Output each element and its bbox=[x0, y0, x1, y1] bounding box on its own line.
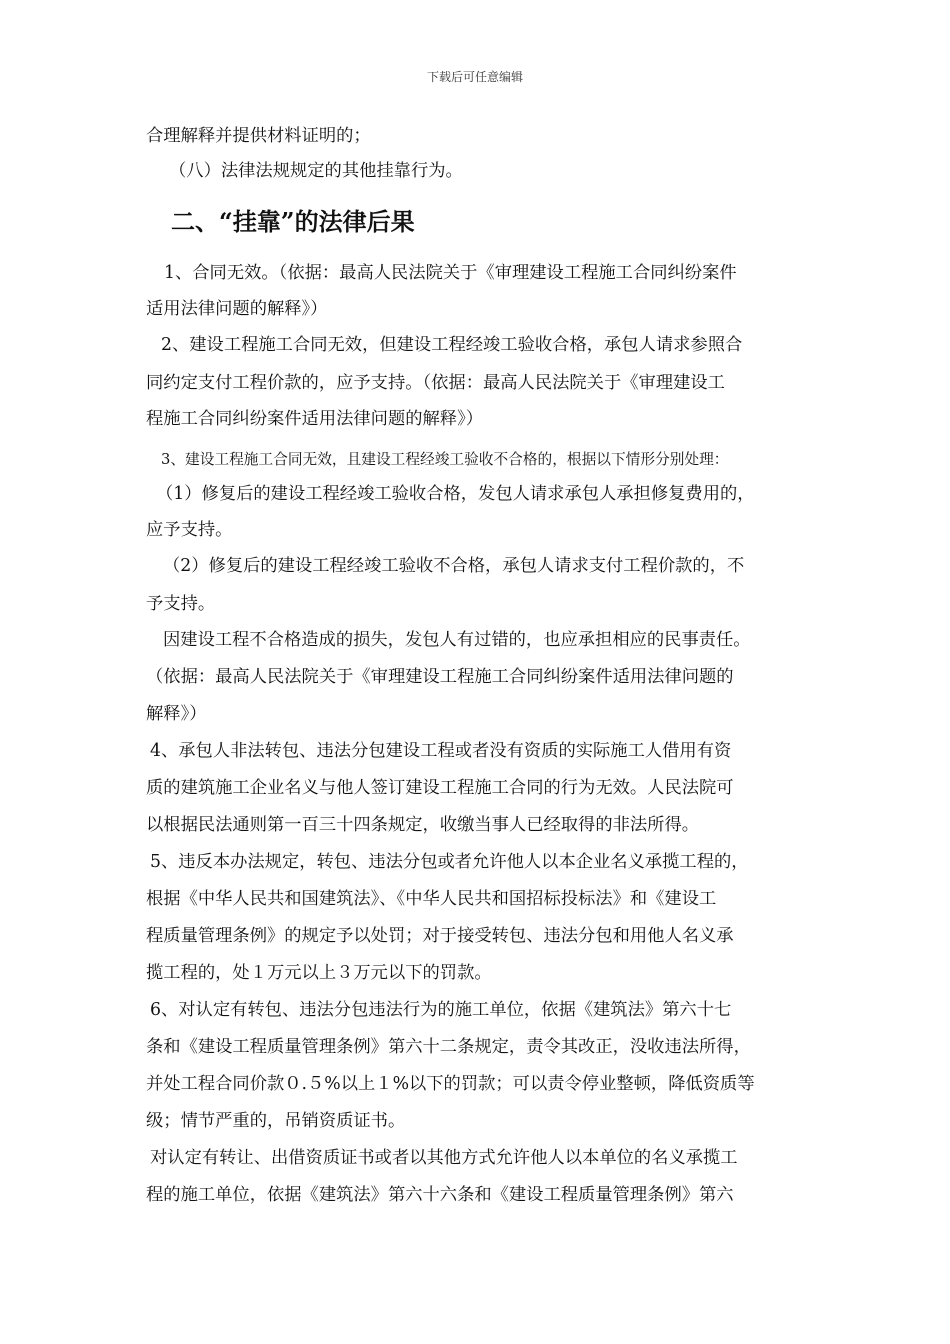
page-header: 下载后可任意编辑 bbox=[426, 70, 523, 84]
body-line: 程质量管理条例》的规定予以处罚；对于接受转包、违法分包和用他人名义承 bbox=[146, 926, 734, 946]
body-line: 予支持。 bbox=[146, 594, 216, 614]
body-line: 程的施工单位，依据《建筑法》第六十六条和《建设工程质量管理条例》第六 bbox=[146, 1185, 734, 1205]
body-line: （2）修复后的建设工程经竣工验收不合格，承包人请求支付工程价款的，不 bbox=[163, 556, 745, 576]
body-line: （1）修复后的建设工程经竣工验收合格，发包人请求承包人承担修复费用的， bbox=[156, 484, 755, 504]
body-line: 级；情节严重的，吊销资质证书。 bbox=[146, 1111, 406, 1131]
body-line: 4、承包人非法转包、违法分包建设工程或者没有资质的实际施工人借用有资 bbox=[150, 741, 732, 761]
body-line: 同约定支付工程价款的，应予支持。（依据：最高人民法院关于《审理建设工 bbox=[146, 373, 725, 393]
body-line: 适用法律问题的解释》） bbox=[146, 299, 328, 319]
body-line: 条和《建设工程质量管理条例》第六十二条规定，责令其改正，没收违法所得， bbox=[146, 1037, 751, 1057]
body-line: 以根据民法通则第一百三十四条规定，收缴当事人已经取得的非法所得。 bbox=[146, 815, 700, 835]
body-line: 并处工程合同价款０.５%以上１%以下的罚款；可以责令停业整顿，降低资质等 bbox=[146, 1074, 755, 1094]
body-line: （八）法律法规规定的其他挂靠行为。 bbox=[169, 161, 463, 181]
body-line: 根据《中华人民共和国建筑法》、《中华人民共和国招标投标法》和《建设工 bbox=[146, 889, 717, 909]
body-line: 5、违反本办法规定，转包、违法分包或者允许他人以本企业名义承揽工程的， bbox=[150, 852, 749, 872]
body-line: 质的建筑施工企业名义与他人签订建设工程施工合同的行为无效。人民法院可 bbox=[146, 778, 734, 798]
body-line: 6、对认定有转包、违法分包违法行为的施工单位，依据《建筑法》第六十七 bbox=[150, 1000, 732, 1020]
body-line: 1、合同无效。（依据：最高人民法院关于《审理建设工程施工合同纠纷案件 bbox=[164, 263, 737, 283]
body-line: 对认定有转让、出借资质证书或者以其他方式允许他人以本单位的名义承揽工 bbox=[150, 1148, 738, 1168]
body-line: 3、建设工程施工合同无效，且建设工程经竣工验收不合格的，根据以下情形分别处理： bbox=[161, 451, 729, 468]
body-line: 解释》） bbox=[146, 704, 207, 724]
body-line: （依据：最高人民法院关于《审理建设工程施工合同纠纷案件适用法律问题的 bbox=[146, 667, 734, 687]
body-line: 2、建设工程施工合同无效，但建设工程经竣工验收合格，承包人请求参照合 bbox=[161, 335, 743, 355]
body-line: 揽工程的，处１万元以上３万元以下的罚款。 bbox=[146, 963, 492, 983]
body-line: 程施工合同纠纷案件适用法律问题的解释》） bbox=[146, 409, 483, 429]
body-line: 应予支持。 bbox=[146, 520, 233, 540]
body-line: 因建设工程不合格造成的损失，发包人有过错的，也应承担相应的民事责任。 bbox=[163, 630, 751, 650]
section-heading: 二、“挂靠”的法律后果 bbox=[171, 207, 415, 236]
body-line: 合理解释并提供材料证明的； bbox=[146, 126, 371, 146]
